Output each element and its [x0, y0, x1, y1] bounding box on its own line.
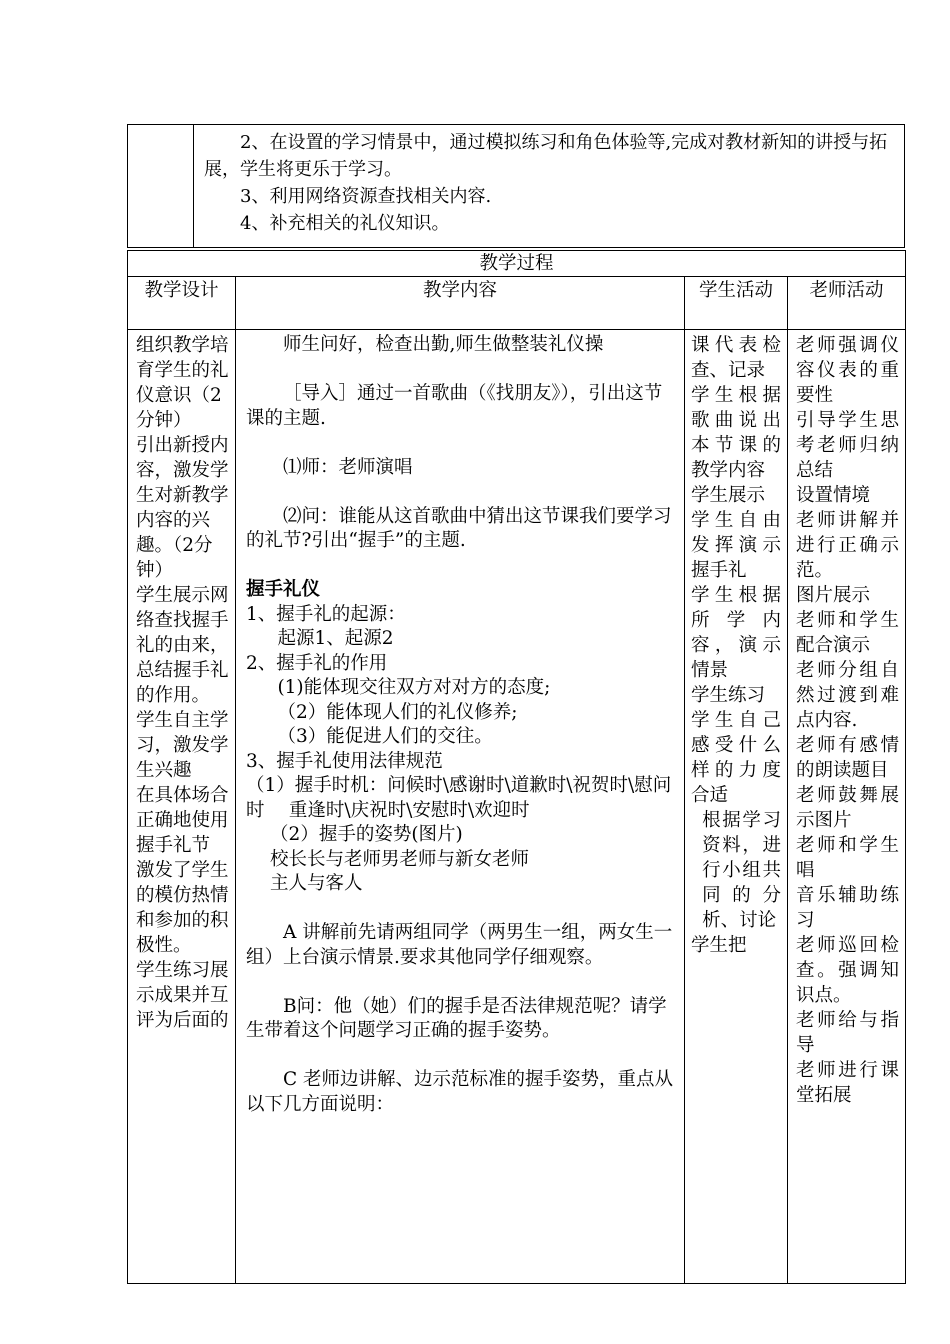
student-item: 学生根据所学内容，演示情景: [691, 585, 781, 681]
design-item: 引出新授内容，激发学生对新教学内容的兴趣。（2分钟）: [136, 435, 229, 581]
posture-line: 主人与客人: [270, 873, 363, 894]
origin-title: 1、握手礼的起源：: [246, 603, 406, 625]
design-item: 激发了学生的模仿热情和参加的积极性。: [136, 860, 229, 956]
teacher-item: 老师和学生配合演示: [796, 610, 900, 656]
objective-line: 2、在设置的学习情景中，通过模拟练习和角色体验等,完成对教材新知的讲授与拓展，学生将更乐于学习。: [204, 132, 888, 180]
teacher-item: 老师和学生唱: [796, 835, 900, 881]
step-c: C 老师边讲解、边示范标准的握手姿势，重点从以下几方面说明：: [246, 1069, 674, 1115]
header-content: 教学内容: [236, 277, 685, 330]
teacher-item: 老师有感情的朗读题目: [796, 735, 900, 781]
design-item: 学生自主学习，激发学生兴趣: [136, 710, 229, 781]
teacher-item: 老师给与指导: [796, 1010, 900, 1056]
student-item: 学生练习: [691, 685, 766, 706]
student-item: 学生展示: [691, 485, 766, 506]
design-item: 组织教学培育学生的礼仪意识（2分钟）: [136, 335, 229, 431]
design-item: 学生练习展示成果并互评为后面的: [136, 960, 229, 1031]
teacher-item: 引导学生思考老师归纳总结: [796, 410, 900, 481]
student-item: 学生自由发挥演示握手礼: [691, 510, 781, 581]
greeting-text: 师生问好，检查出勤,师生做整装礼仪操: [283, 334, 604, 355]
teacher-item: 设置情境: [796, 485, 871, 506]
teacher-item: 图片展示: [796, 585, 871, 606]
student-item: 学生自己感受什么样的力度合适: [691, 710, 781, 806]
student-item: 学生把: [691, 935, 747, 956]
objectives-label-cell: [128, 125, 194, 247]
origin-items: 起源1、起源2: [277, 628, 394, 649]
objective-line: 3、利用网络资源查找相关内容.: [240, 186, 492, 207]
question-1: ⑴师：老师演唱: [283, 456, 413, 478]
teacher-item: 老师分组自然过渡到难点内容.: [796, 660, 900, 731]
step-a: A 讲解前先请两组同学（两男生一组，两女生一组）上台演示情景.要求其他同学仔细观察。: [246, 922, 673, 968]
student-cell: [685, 330, 788, 1284]
student-item: 学生根据歌曲说出本节课的教学内容: [691, 385, 781, 481]
timing-text: （1）握手时机：问候时\感谢时\道歉时\祝贺时\慰问时 重逢时\庆祝时\安慰时\欢迎时: [246, 775, 672, 821]
rules-title: 3、握手礼使用法律规范: [246, 750, 443, 772]
teacher-item: 音乐辅助练习: [796, 885, 900, 931]
design-item: 学生展示网络查找握手礼的由来，总结握手礼的作用。: [136, 585, 229, 706]
question-2: ⑵问：谁能从这首歌曲中猜出这节课我们要学习的礼节?引出“握手”的主题.: [246, 505, 672, 551]
design-item: 在具体场合正确地使用握手礼节: [136, 785, 229, 856]
teaching-process-table: [127, 250, 906, 1284]
role-title: 2、握手礼的作用: [246, 652, 388, 674]
role-item: （2）能体现人们的礼仪修养;: [277, 701, 518, 723]
posture-line: 校长长与老师男老师与新女老师: [270, 848, 530, 870]
posture-title: （2）握手的姿势(图片): [270, 824, 463, 845]
step-b: B问：他（她）们的握手是否法律规范呢？请学生带着这个问题学习正确的握手姿势。: [246, 995, 667, 1041]
header-teacher: 老师活动: [788, 277, 906, 330]
objectives-box: [127, 124, 905, 248]
role-item: (1)能体现交往双方对对方的态度;: [277, 677, 551, 698]
student-item: 根据学习资料，进行小组共同的分析、讨论: [702, 810, 781, 931]
section-title: 握手礼仪: [246, 579, 321, 600]
teacher-item: 老师鼓舞展示图片: [796, 785, 900, 831]
student-item: 课代表检查、记录: [691, 335, 781, 381]
teacher-cell: [788, 330, 906, 1284]
objectives-content: [204, 129, 899, 237]
teacher-item: 老师强调仪容仪表的重要性: [796, 335, 900, 406]
process-title: 教学过程: [128, 251, 906, 277]
header-student: 学生活动: [685, 277, 788, 330]
role-item: （3）能促进人们的交往。: [277, 726, 493, 747]
header-design: 教学设计: [128, 277, 236, 330]
teacher-item: 老师巡回检查。强调知识点。: [796, 935, 900, 1006]
teacher-item: 老师进行课堂拓展: [796, 1060, 900, 1106]
content-cell: [236, 330, 685, 1284]
objective-line: 4、补充相关的礼仪知识。: [240, 213, 450, 234]
design-cell: [128, 330, 236, 1284]
teacher-item: 老师讲解并进行正确示范。: [796, 510, 900, 581]
intro-text: ［导入］通过一首歌曲（《找朋友》），引出这节课的主题.: [246, 383, 663, 429]
